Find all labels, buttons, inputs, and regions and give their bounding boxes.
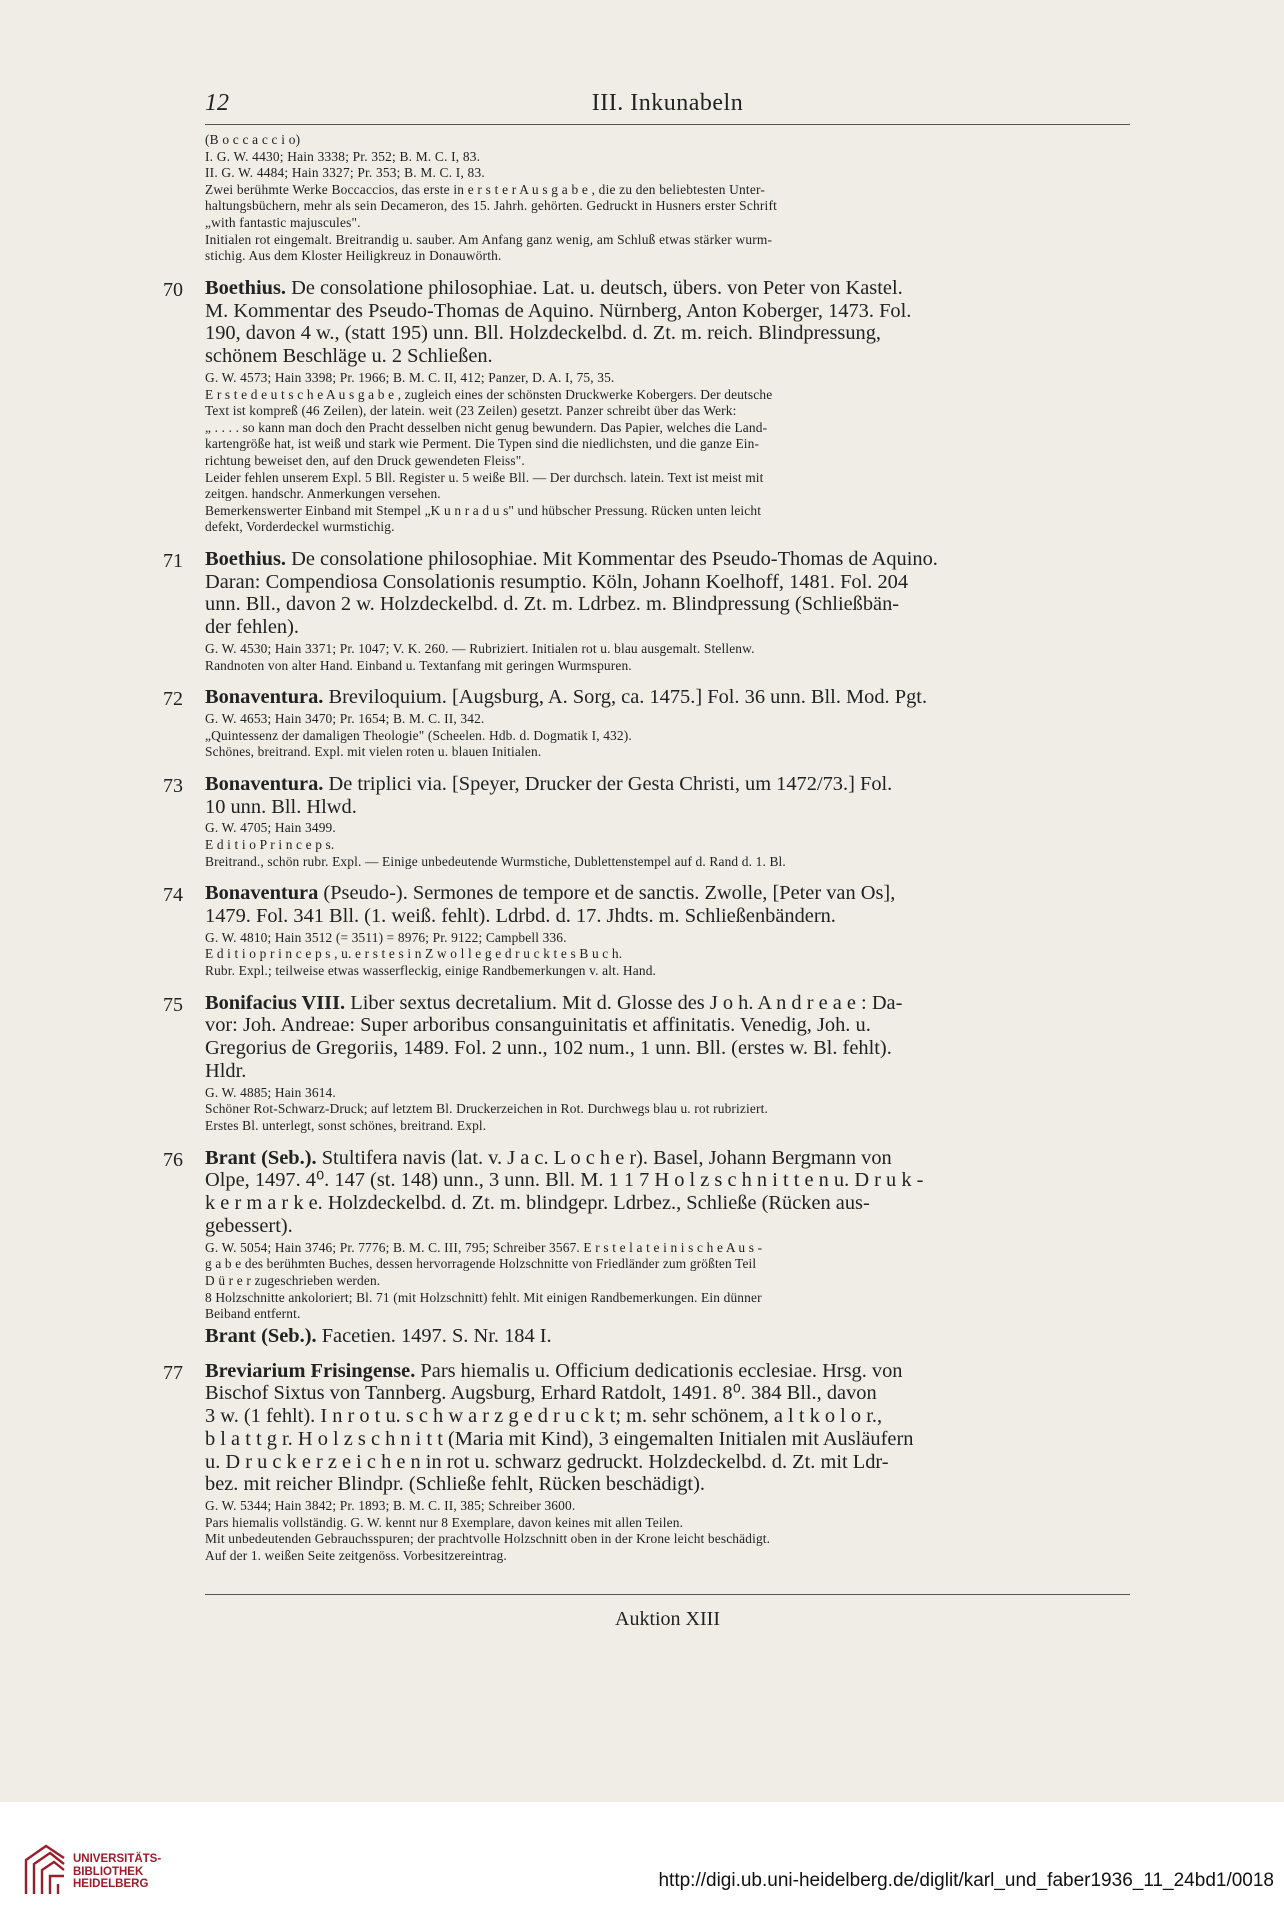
entry-main-text: Liber sextus decretalium. Mit d. Glosse des J o h. A n d r e a e : Da- xyxy=(350,991,903,1014)
entry-note-line: Schöner Rot-Schwarz-Druck; auf letztem Bl. Druckerzeichen in Rot. Durchwegs blau u. rot rubriziert. xyxy=(205,1101,768,1117)
entry-note-line: kartengröße hat, ist weiß und stark wie Perment. Die Typen sind die niedlichsten, und die ganze Ein- xyxy=(205,436,760,452)
entry-note-line: G. W. 4653; Hain 3470; Pr. 1654; B. M. C. II, 342. xyxy=(205,711,485,727)
entry-main-text: Pars hiemalis u. Officium dedicationis ecclesiae. Hrsg. von xyxy=(420,1359,903,1382)
entry-note-line: G. W. 4530; Hain 3371; Pr. 1047; V. K. 260. — Rubriziert. Initialen rot u. blau ausgemalt. Stellenw. xyxy=(205,641,755,657)
entry-description xyxy=(205,992,1130,1083)
source-url-link[interactable]: http://digi.ub.uni-heidelberg.de/diglit/karl_und_faber1936_11_24bd1/0018 xyxy=(658,1870,1274,1891)
entry-author: Brant (Seb.). xyxy=(205,1324,317,1347)
entry-description xyxy=(205,277,1130,368)
entry-description xyxy=(205,773,1130,819)
catalog-entry xyxy=(163,772,1130,870)
entry-main-line xyxy=(205,773,1130,796)
entry-main-text: Stultifera navis (lat. v. J a c. L o c h e r). Basel, Johann Bergmann von xyxy=(321,1146,892,1169)
entry-note-line: Erstes Bl. unterlegt, sonst schönes, breitrand. Expl. xyxy=(205,1117,487,1133)
entry-main-text: bez. mit reicher Blindpr. (Schließe fehlt, Rücken beschädigt). xyxy=(205,1473,705,1496)
intro-block xyxy=(205,132,1130,265)
entry-main-text: De consolatione philosophiae. Mit Kommentar des Pseudo-Thomas de Aquino. xyxy=(291,547,938,570)
entry-note-line: richtung beweiset den, auf den Druck gewendeten Fleiss". xyxy=(205,452,525,468)
entry-note-line: Leider fehlen unserem Expl. 5 Bll. Register u. 5 weiße Bll. — Der durchsch. latein. Text ist meist mit xyxy=(205,469,764,485)
entry-cross-reference xyxy=(205,1325,1130,1348)
entry-main-line xyxy=(205,593,1130,616)
catalog-entry xyxy=(163,547,1130,674)
entry-note-line: „ . . . . so kann man doch den Pracht desselben nicht genug bewundern. Das Papier, welches die Land- xyxy=(205,419,768,435)
entry-note-line: G. W. 5344; Hain 3842; Pr. 1893; B. M. C. II, 385; Schreiber 3600. xyxy=(205,1498,576,1514)
catalog-entry xyxy=(163,882,1130,979)
entry-note-line: G. W. 4810; Hain 3512 (= 3511) = 8976; Pr. 9122; Campbell 336. xyxy=(205,929,567,945)
library-name-line: BIBLIOTHEK xyxy=(73,1865,144,1878)
entry-main-line xyxy=(205,322,1130,345)
entry-description xyxy=(205,882,1130,928)
entry-note-line: 8 Holzschnitte ankoloriert; Bl. 71 (mit Holzschnitt) fehlt. Mit einigen Randbemerkungen. Ein dünner xyxy=(205,1289,762,1305)
library-logo-icon xyxy=(20,1840,70,1900)
entry-main-line xyxy=(205,686,1130,709)
catalog-entry xyxy=(163,1146,1130,1348)
entry-main-line xyxy=(205,1014,1130,1037)
running-head: III. Inkunabeln xyxy=(591,90,744,116)
entry-notes xyxy=(205,820,1130,870)
entry-main-text: Hldr. xyxy=(205,1059,247,1082)
entry-main-line xyxy=(205,1382,1130,1405)
entry-author: Breviarium Frisingense. xyxy=(205,1359,416,1382)
intro-line: II. G. W. 4484; Hain 3327; Pr. 353; B. M. C. I, 83. xyxy=(205,165,485,181)
catalog-entry xyxy=(163,686,1130,761)
entry-main-line xyxy=(205,882,1130,905)
entry-note-line: Pars hiemalis vollständig. G. W. kennt nur 8 Exemplare, davon keines mit allen Teilen. xyxy=(205,1514,684,1530)
entry-notes xyxy=(205,1240,1130,1323)
entry-note-line: zeitgen. handschr. Anmerkungen versehen. xyxy=(205,486,441,502)
intro-line: Initialen rot eingemalt. Breitrandig u. sauber. Am Anfang ganz wenig, am Schluß etwas stärker wurm- xyxy=(205,231,773,247)
entry-main-line xyxy=(205,571,1130,594)
entry-notes xyxy=(205,1498,1130,1564)
entry-notes xyxy=(205,711,1130,761)
entry-note-line: E r s t e d e u t s c h e A u s g a b e , zugleich eines der schönsten Druckwerke Kobergers. Der deutsche xyxy=(205,386,773,402)
entry-main-line xyxy=(205,1215,1130,1238)
entry-main-line xyxy=(205,616,1130,639)
entry-number: 71 xyxy=(163,549,183,572)
intro-line: haltungsbüchern, mehr als sein Decameron, des 15. Jahrh. gehörten. Gedruckt in Husners erster Schrift xyxy=(205,198,778,214)
entry-main-line xyxy=(205,1405,1130,1428)
entry-main-text: 1479. Fol. 341 Bll. (1. weiß. fehlt). Ldrbd. d. 17. Jhdts. m. Schließenbändern. xyxy=(205,905,836,927)
intro-line: stichig. Aus dem Kloster Heiligkreuz in Donauwörth. xyxy=(205,248,502,264)
entry-main-text: De consolatione philosophiae. Lat. u. deutsch, übers. von Peter von Kastel. xyxy=(291,276,903,299)
entry-cross-reference-text: Facetien. 1497. S. Nr. 184 I. xyxy=(321,1324,552,1347)
entry-main-line xyxy=(205,1147,1130,1170)
entry-number: 70 xyxy=(163,278,183,301)
entry-description xyxy=(205,1360,1130,1497)
entry-notes xyxy=(205,370,1130,536)
header-rule xyxy=(205,124,1130,125)
entry-main-line xyxy=(205,1037,1130,1060)
entry-author: Boethius. xyxy=(205,547,287,570)
entry-note-line: G. W. 4573; Hain 3398; Pr. 1966; B. M. C. II, 412; Panzer, D. A. I, 75, 35. xyxy=(205,369,615,385)
entry-note-line: G. W. 4885; Hain 3614. xyxy=(205,1084,336,1100)
entry-description xyxy=(205,1147,1130,1238)
library-name-line: UNIVERSITÄTS- xyxy=(73,1853,162,1865)
entry-note-line: Beiband entfernt. xyxy=(205,1306,301,1322)
library-name xyxy=(73,1853,161,1891)
entry-main-text: schönem Beschläge u. 2 Schließen. xyxy=(205,345,493,368)
entry-main-line xyxy=(205,1060,1130,1083)
entry-main-text: Bischof Sixtus von Tannberg. Augsburg, Erhard Ratdolt, 1491. 8⁰. 384 Bll., davon xyxy=(205,1382,877,1405)
entry-author: Brant (Seb.). xyxy=(205,1146,317,1169)
entry-main-line xyxy=(205,1428,1130,1451)
intro-line: Zwei berühmte Werke Boccaccios, das erste in e r s t e r A u s g a b e , die zu den beliebtesten Unter- xyxy=(205,181,766,197)
entry-main-line xyxy=(205,345,1130,368)
entry-main-line xyxy=(205,548,1130,571)
entry-main-text: unn. Bll., davon 2 w. Holzdeckelbd. d. Zt. m. Ldrbez. m. Blindpressung (Schließbän- xyxy=(205,593,900,616)
entry-note-line: defekt, Vorderdeckel wurmstichig. xyxy=(205,519,395,535)
entry-main-text: (Pseudo-). Sermones de tempore et de sanctis. Zwolle, [Peter van Os], xyxy=(323,882,896,905)
entry-note-line: Rubr. Expl.; teilweise etwas wasserfleckig, einige Randbemerkungen v. alt. Hand. xyxy=(205,962,657,978)
entry-note-line: Schönes, breitrand. Expl. mit vielen roten u. blauen Initialen. xyxy=(205,744,542,760)
intro-line: (B o c c a c c i o) xyxy=(205,132,301,147)
entry-note-line: D ü r e r zugeschrieben werden. xyxy=(205,1272,381,1288)
entry-note-line: E d i t i o p r i n c e p s , u. e r s t e s i n Z w o l l e g e d r u c k t e s B u c h. xyxy=(205,946,623,962)
entry-note-line: Auf der 1. weißen Seite zeitgenöss. Vorbesitzereintrag. xyxy=(205,1548,507,1564)
entry-number: 73 xyxy=(163,774,183,797)
library-name-line: HEIDELBERG xyxy=(73,1878,149,1890)
entry-note-line: Breitrand., schön rubr. Expl. — Einige unbedeutende Wurmstiche, Dublettenstempel auf d. Rand d. 1. Bl. xyxy=(205,853,786,869)
entry-number: 72 xyxy=(163,688,183,711)
footer-rule xyxy=(205,1594,1130,1595)
entry-note-line: E d i t i o P r i n c e p s. xyxy=(205,837,335,853)
entry-author: Boethius. xyxy=(205,276,287,299)
entry-main-line xyxy=(205,1360,1130,1383)
entry-author: Bonifacius VIII. xyxy=(205,991,346,1014)
entry-main-text: gebessert). xyxy=(205,1214,293,1237)
entry-author: Bonaventura. xyxy=(205,686,324,709)
page-footer: Auktion XIII xyxy=(615,1608,720,1630)
entry-main-text: vor: Joh. Andreae: Super arboribus consanguinitatis et affinitatis. Venedig, Joh. u. xyxy=(205,1014,871,1037)
entry-note-line: g a b e des berühmten Buches, dessen hervorragende Holzschnitte von Friedländer zum größten Teil xyxy=(205,1256,757,1272)
entry-main-text: u. D r u c k e r z e i c h e n in rot u. schwarz gedruckt. Holzdeckelbd. d. Zt. mit Ldr- xyxy=(205,1450,889,1473)
entry-number: 76 xyxy=(163,1148,183,1171)
entry-number: 75 xyxy=(163,993,183,1016)
entry-main-line xyxy=(205,1169,1130,1192)
entry-note-line: Randnoten von alter Hand. Einband u. Textanfang mit geringen Wurmspuren. xyxy=(205,657,632,673)
catalog-entry xyxy=(163,276,1130,536)
entry-note-line: G. W. 4705; Hain 3499. xyxy=(205,820,336,836)
intro-line: „with fantastic majuscules". xyxy=(205,214,361,230)
entry-note-line: Bemerkenswerter Einband mit Stempel „K u n r a d u s" und hübscher Pressung. Rücken unten leicht xyxy=(205,502,762,518)
entry-main-text: 10 unn. Bll. Hlwd. xyxy=(205,795,357,818)
catalog-entry xyxy=(163,991,1130,1135)
entry-main-line xyxy=(205,1192,1130,1215)
entry-main-text: Daran: Compendiosa Consolationis resumptio. Köln, Johann Koelhoff, 1481. Fol. 204 xyxy=(205,570,909,593)
entry-note-line: „Quintessenz der damaligen Theologie" (Scheelen. Hdb. d. Dogmatik I, 432). xyxy=(205,727,632,743)
entry-main-text: De triplici via. [Speyer, Drucker der Gesta Christi, um 1472/73.] Fol. xyxy=(328,772,893,795)
page-number: 12 xyxy=(205,90,229,116)
entry-notes xyxy=(205,1085,1130,1135)
entry-main-text: 190, davon 4 w., (statt 195) unn. Bll. Holzdeckelbd. d. Zt. m. reich. Blindpressung, xyxy=(205,322,881,345)
entry-note-line: G. W. 5054; Hain 3746; Pr. 7776; B. M. C. III, 795; Schreiber 3567. E r s t e l a t e i n i s c h e A u s - xyxy=(205,1239,763,1255)
catalog-entry xyxy=(163,1359,1130,1565)
entry-main-text: b l a t t g r. H o l z s c h n i t t (Maria mit Kind), 3 eingemalten Initialen mit Ausläufern xyxy=(205,1427,914,1450)
entry-notes xyxy=(205,930,1130,980)
entry-main-text: Olpe, 1497. 4⁰. 147 (st. 148) unn., 3 unn. Bll. M. 1 1 7 H o l z s c h n i t t e n u. D r u k - xyxy=(205,1169,924,1192)
entry-main-line xyxy=(205,796,1130,819)
entry-main-text: M. Kommentar des Pseudo-Thomas de Aquino. Nürnberg, Anton Koberger, 1473. Fol. xyxy=(205,299,912,322)
entry-main-text: der fehlen). xyxy=(205,616,299,639)
entry-main-text: Breviloquium. [Augsburg, A. Sorg, ca. 1475.] Fol. 36 unn. Bll. Mod. Pgt. xyxy=(328,686,928,709)
intro-line: I. G. W. 4430; Hain 3338; Pr. 352; B. M. C. I, 83. xyxy=(205,148,481,164)
entry-main-text: 3 w. (1 fehlt). I n r o t u. s c h w a r z g e d r u c k t; m. sehr schönem, a l t k o l o r., xyxy=(205,1405,883,1428)
entry-description xyxy=(205,548,1130,639)
entry-notes xyxy=(205,641,1130,674)
entry-description xyxy=(205,686,1130,709)
entry-main-line xyxy=(205,300,1130,323)
entry-main-line xyxy=(205,1451,1130,1474)
entry-number: 74 xyxy=(163,884,183,907)
entry-author: Bonaventura xyxy=(205,882,319,905)
entry-note-line: Text ist kompreß (46 Zeilen), der latein. weit (23 Zeilen) gesetzt. Panzer schreibt über das Werk: xyxy=(205,403,737,419)
entry-main-line xyxy=(205,992,1130,1015)
entry-number: 77 xyxy=(163,1361,183,1384)
entry-main-line xyxy=(205,905,1130,928)
entry-main-line xyxy=(205,277,1130,300)
entry-note-line: Mit unbedeutenden Gebrauchsspuren; der prachtvolle Holzschnitt oben in der Krone leicht beschädigt. xyxy=(205,1531,771,1547)
page-header xyxy=(205,90,1130,124)
catalog-content xyxy=(163,132,1130,1565)
entry-main-line xyxy=(205,1473,1130,1496)
entry-main-text: k e r m a r k e. Holzdeckelbd. d. Zt. m. blindgepr. Ldrbez., Schließe (Rücken aus- xyxy=(205,1192,870,1215)
entry-main-text: Gregorius de Gregoriis, 1489. Fol. 2 unn., 102 num., 1 unn. Bll. (erstes w. Bl. fehlt). xyxy=(205,1037,892,1060)
entry-author: Bonaventura. xyxy=(205,772,324,795)
